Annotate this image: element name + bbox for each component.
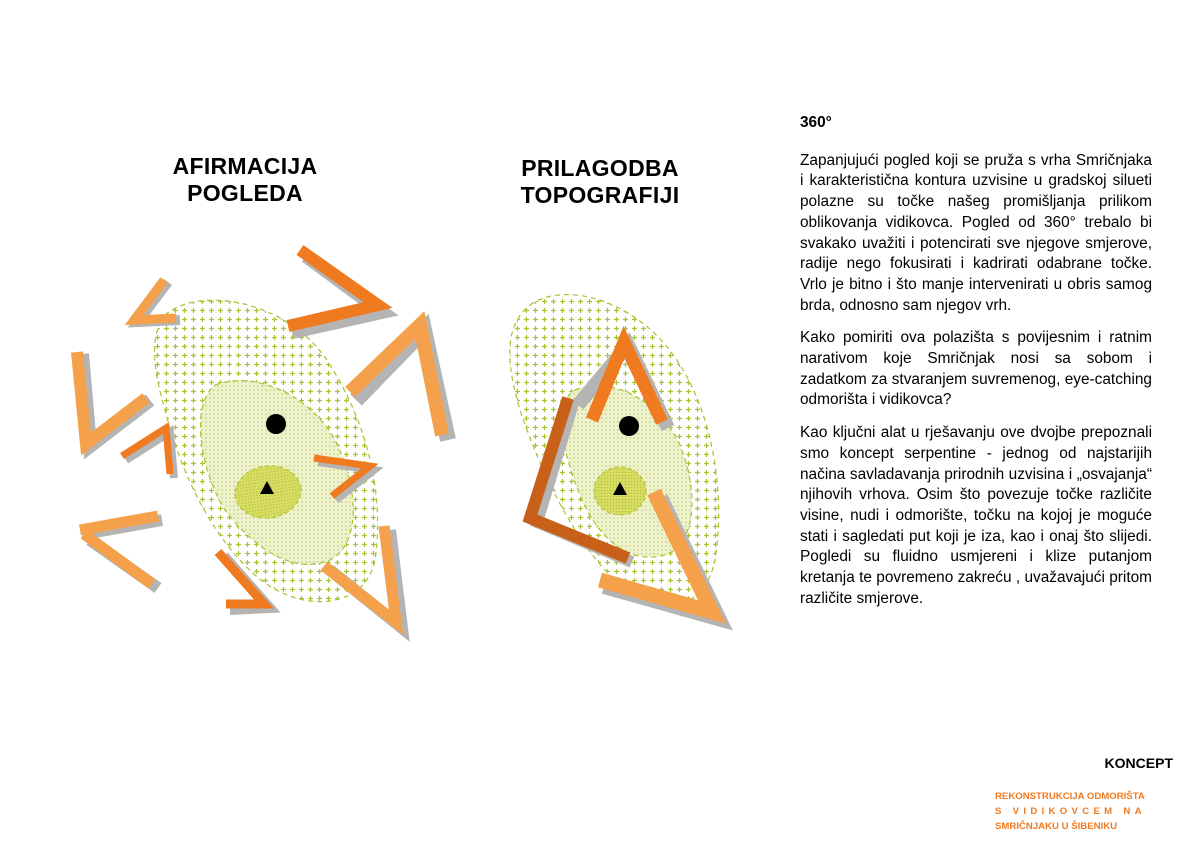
project-title-line: S VIDIKOVCEM NA — [995, 806, 1146, 817]
paragraph: Kao ključni alat u rješavanju ove dvojbe prepoznali smo koncept serpentine - jednog od najstarijih načina savladavanja prirodnih uzvisina i „osvajanja“ njihovih vrhova. Osim što povezuje točke različite visine, nudi i odmorište, točku na kojoj je moguće stati i sagledati put koji je iza, kao i onaj što slijedi. Pogledi su fluidno usmjereni i klize putanjom kretanja te povremeno zakreću , uvažavajući pritom različite smjerove. — [800, 424, 1152, 607]
section-heading: 360° — [800, 114, 832, 131]
topography-adaptation-diagram — [0, 0, 760, 660]
title-line: AFIRMACIJA — [172, 153, 318, 179]
paragraph: Zapanjujući pogled koji se pruža s vrha Smričnjaka i karakteristična kontura uzvisine u gradskoj silueti polazne su točke našeg promišljanja prilikom oblikovanja vidikovca. Pogled od 360° trebalo bi svakako uvažiti i potencirati sve njegove smjerove, radije nego fokusirati i kadrirati odabrane točke. Vrlo je bitno i što manje intervenirati u obris samog brda, odnosno sam njegov vrh. — [800, 151, 1152, 314]
project-title-line: SMRIČNJAKU U ŠIBENIKU — [995, 821, 1118, 832]
paragraph: Kako pomiriti ova polazišta s povijesnim i ratnim narativom koje Smričnjak nosi sa sobom i zadatkom za stvaranjem suvremenog, eye-catching odmorišta i vidikovca? — [800, 329, 1152, 409]
concept-text-column — [800, 113, 1152, 621]
viewpoint-dot-icon — [619, 416, 639, 436]
title-line: PRILAGODBA — [521, 155, 679, 181]
project-title — [995, 789, 1175, 834]
title-line: POGLEDA — [187, 180, 303, 206]
sheet-label: KONCEPT — [1104, 755, 1173, 771]
title-line: TOPOGRAFIJI — [520, 182, 680, 208]
project-title-line: REKONSTRUKCIJA ODMORIŠTA — [995, 791, 1145, 802]
